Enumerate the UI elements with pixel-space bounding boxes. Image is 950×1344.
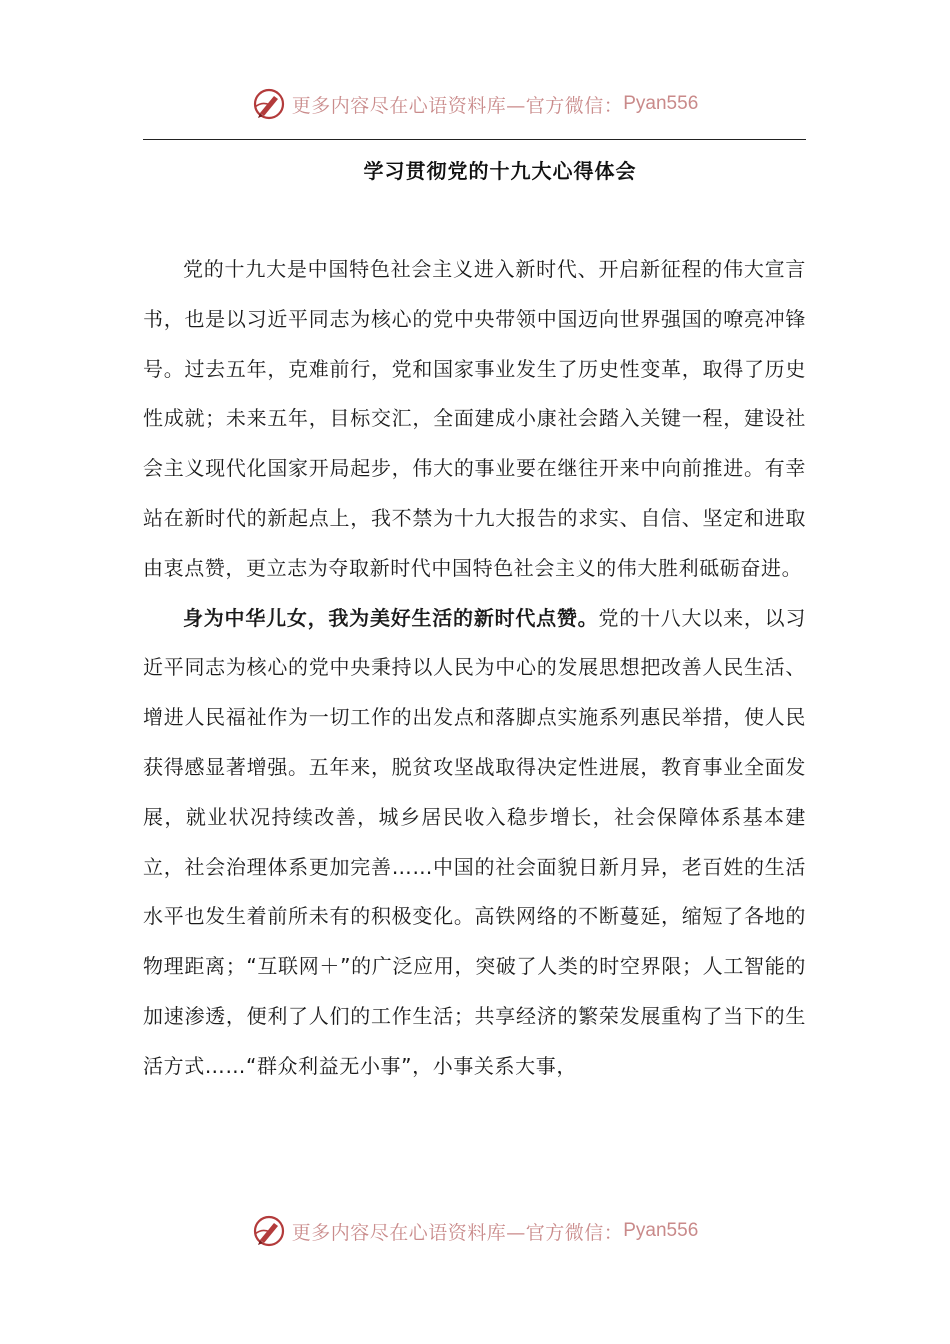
banner-text: 更多内容尽在心语资料库—官方微信： [291, 1221, 624, 1244]
header-banner [0, 82, 950, 126]
document-title: 学习贯彻党的十九大心得体会 [363, 159, 637, 183]
header-divider [143, 139, 806, 140]
document-body [143, 245, 806, 1092]
banner-wechat-id: Pyan556 [623, 1220, 699, 1241]
footer-banner [0, 1209, 950, 1253]
paragraph-2 [143, 594, 806, 1092]
pen-logo-icon [252, 87, 286, 121]
pen-logo-icon [252, 1214, 286, 1248]
paragraph-text: 党的十九大是中国特色社会主义进入新时代、开启新征程的伟大宣言书，也是以习近平同志为核心的党中央带领中国迈向世界强国的嘹亮冲锋号。过去五年，克难前行，党和国家事业发生了历史性变革，取得了历史性成就；未来五年，目标交汇，全面建成小康社会踏入关键一程，建设社会主义现代化国家开局起步，伟大的事业要在继往开来中向前推进。有幸站在新时代的新起点上，我不禁为十九大报告的求实、自信、坚定和进取由衷点赞，更立志为夺取新时代中国特色社会主义的伟大胜利砥砺奋进。 [143, 257, 806, 580]
banner-wechat-id: Pyan556 [623, 93, 699, 114]
paragraph-lead: 身为中华儿女，我为美好生活的新时代点赞。 [183, 605, 599, 630]
paragraph-text: 党的十八大以来，以习近平同志为核心的党中央秉持以人民为中心的发展思想把改善人民生活、增进人民福祉作为一切工作的出发点和落脚点实施系列惠民举措，使人民获得感显著增强。五年来，脱贫攻坚战取得决定性进展，教育事业全面发展，就业状况持续改善，城乡居民收入稳步增长，社会保障体系基本建立，社会治理体系更加完善……中国的社会面貌日新月异，老百姓的生活水平也发生着前所未有的积极变化。高铁网络的不断蔓延，缩短了各地的物理距离；“互联网＋”的广泛应用，突破了人类的时空界限；人工智能的加速渗透，便利了人们的工作生活；共享经济的繁荣发展重构了当下的生活方式……“群众利益无小事”，小事关系大事， [143, 605, 807, 1078]
banner-text: 更多内容尽在心语资料库—官方微信： [291, 94, 624, 117]
paragraph-1 [143, 245, 806, 594]
